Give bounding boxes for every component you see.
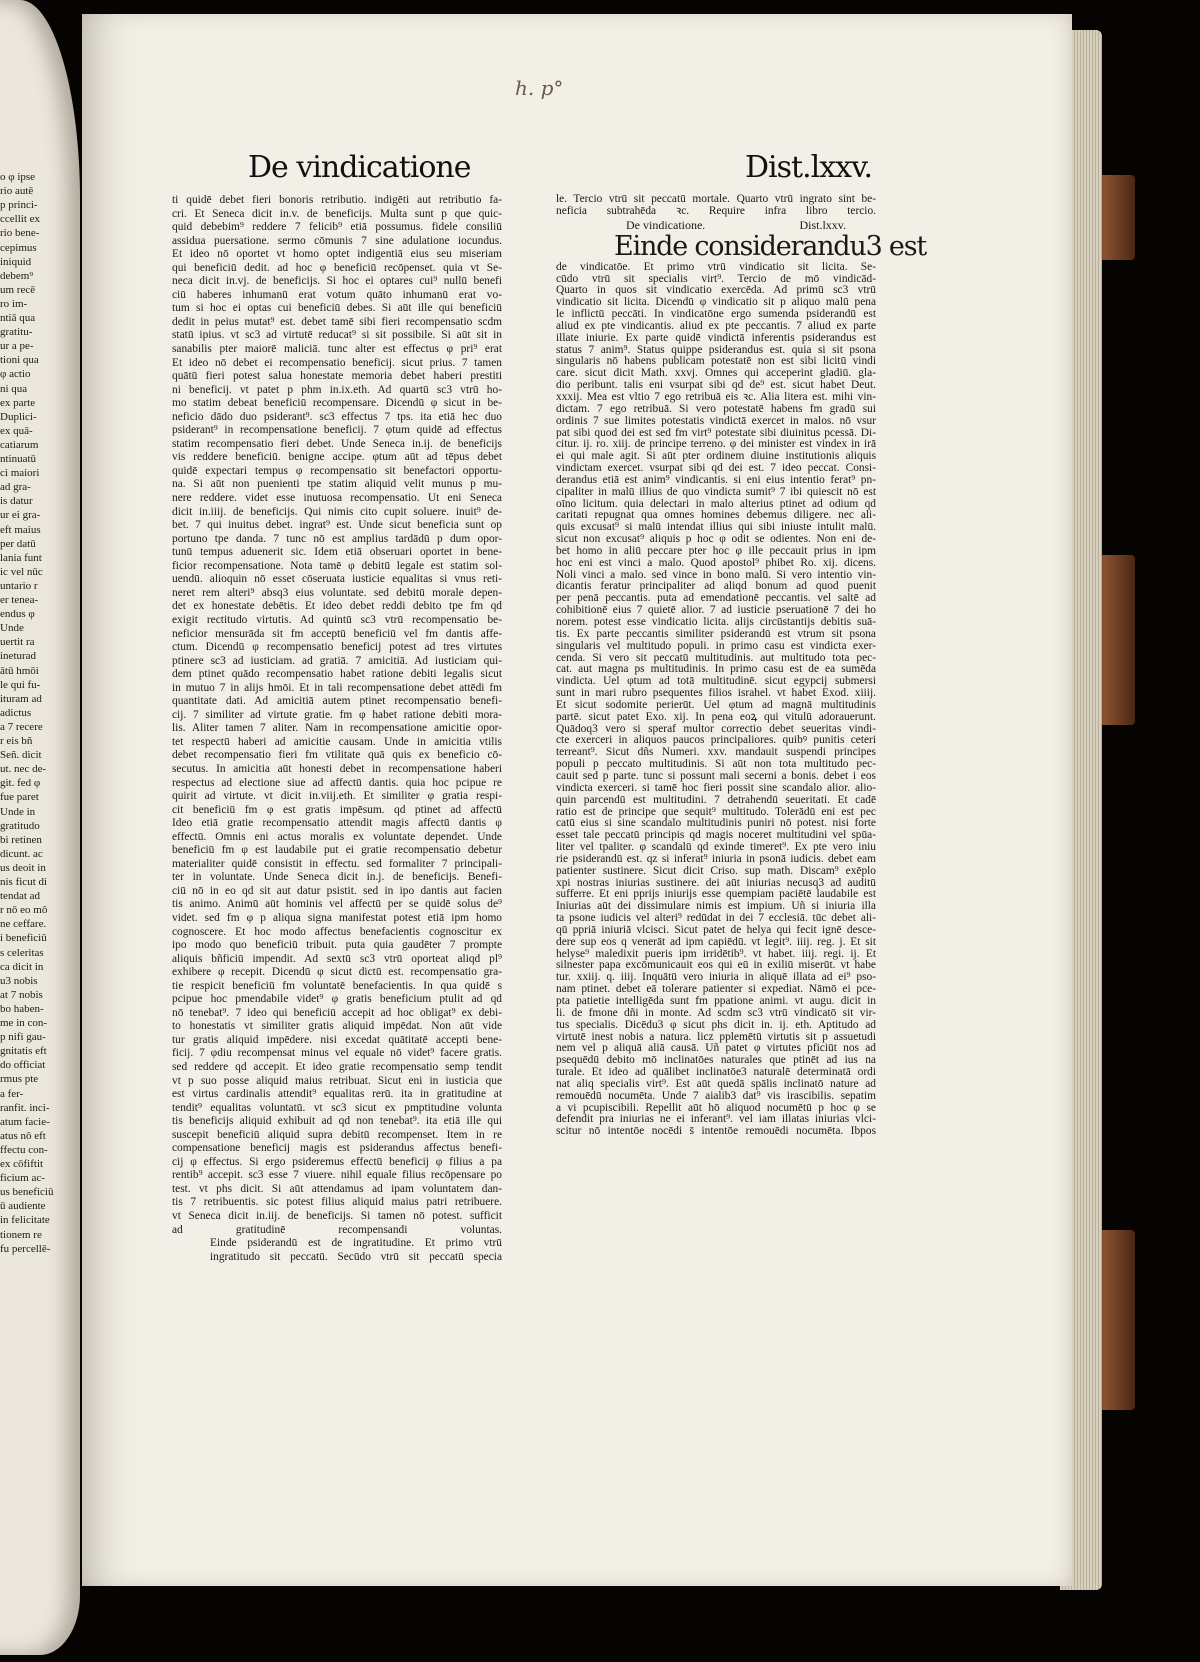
left-page-fragment: fue paret	[0, 791, 39, 804]
text-line: na. Si aūt non puenienti tpe statim aliquid velit munus p mu-	[172, 478, 502, 491]
text-line: neficio dādo duo psiderant⁹. sc3 effectus 7 tps. ita etiā hec duo	[172, 410, 502, 423]
text-line: cri. Et Seneca dicit in.v. de beneficijs. Multa sunt p que quic-	[172, 207, 502, 220]
text-line: ptinere sc3 ad iusticiam. ad gratiā. 7 amicitiā. Ad iusticiam qui-	[172, 654, 502, 667]
text-line: liter vel tpaliter. φ scandalū qd exinde timeret⁹. Ex pte vero iniu	[556, 842, 876, 854]
text-line: effectū. Omnis eni actus moralis ex voluntate dependet. Unde	[172, 830, 502, 843]
text-line: cūdo vtrū sit specialis virt⁹. Tercio de mō vindicād-	[556, 273, 876, 285]
text-line: quidē expectari tempus φ recompensatio sit benefactori opportu-	[172, 464, 502, 477]
text-line: sicut non excusat⁹ aliquis p hoc φ odit se odientes. Non eni de-	[556, 534, 876, 546]
text-line: norem. potest esse vindicatio licita. alijs circūstantijs debitis suā-	[556, 617, 876, 628]
left-page-fragment: lania funt	[0, 551, 42, 564]
text-line: turale. Et ideo ad quālibet inclinatōe3 naturalē determinatā ordi	[556, 1067, 876, 1079]
left-page-fragment: debem⁹	[0, 269, 34, 282]
text-line: hoc eni est vinci a malo. Quod apostol⁹ phibet Ro. xij. dicens.	[556, 557, 876, 569]
left-page-fragment: us deoit in	[0, 861, 46, 874]
text-line: catū eius si sine scandalo multitudinis puniri nō potest. nisi forte	[556, 818, 876, 830]
text-line: ficior recompensatione. Nota tamē φ debitū legale est statim sol-	[172, 559, 502, 572]
text-line: suscepit beneficiū aliquid supra debitū recompenset. Item in re	[172, 1128, 502, 1141]
text-line: nem vel p aliquā aliā causā. Uñ patet φ virtutes pficiūt nos ad	[556, 1043, 876, 1055]
text-line: sufferre. Et eni pprijs iniurijs esse quempiam paciētē laudabile est	[556, 889, 876, 901]
text-line: cij φ effectus. Si ergo psideremus effectū beneficij φ filius a pa	[172, 1155, 502, 1168]
text-line: vt p suo posse aliquid maius retribuat. Sicut eni in iusticia que	[172, 1074, 502, 1087]
left-page-fragment: at 7 nobis	[0, 988, 43, 1001]
text-line: dicit in.iiij. de beneficijs. Qui nimis cito cupit soluere. inuit⁹ de-	[172, 505, 502, 518]
text-line: ratio est de principe que sequit⁹ multitudo. Tolerādū eni est pec	[556, 806, 876, 818]
text-line: vindicta. Uel φtum ad totā multitudinē. sicut egypcij submersi	[556, 676, 876, 688]
text-line: status 7 anim⁹. Status quippe psiderandus est. quia si sit psona	[556, 344, 876, 356]
text-line: cit beneficiū fm φ est gratis impēsum. qd ptinet ad affectū	[172, 803, 502, 816]
text-line: cipaliter in malū illius de quo vindicta sumit⁹ 7 ibi quiescit nō est	[556, 486, 876, 498]
left-page-fragment: adictus	[0, 706, 32, 719]
text-line: Et ideo nō debet ei recompensatio beneficij. sicut prius. 7 tamen	[172, 356, 502, 369]
left-page-fragment: o φ ipse	[0, 171, 36, 183]
left-page-fragment: er tenea-	[0, 594, 39, 606]
text-line: partē. sicut patet Exo. xij. In pena eoꝝ qui vitulū adorauerunt.	[556, 711, 876, 723]
text-line: esset tale peccatū principis qd magis noceret multitudini vel spūa-	[556, 830, 876, 842]
subhead-distinction: Dist.lxxv.	[799, 217, 846, 232]
left-page-fragment: eft maius	[0, 523, 41, 536]
left-page-fragment: gratitudo	[0, 819, 40, 832]
text-line: debet recompensatio fieri fm vtilitate quā quis ex beneficio cō-	[172, 749, 502, 762]
left-page-fragment: ni qua	[0, 382, 28, 395]
text-line: cat. aut magna ps multitudinis. In primo casu est de ea sumēda	[556, 664, 876, 676]
left-page-fragment: le qui fu-	[0, 678, 41, 691]
left-page-fragment: p nifi gau-	[0, 1031, 46, 1044]
text-line: quātū fieri potest salua honestate memoria debet haberi prestiti	[172, 370, 502, 383]
text-line: pta patietie intelligēda sunt fm ppatione animi. vt augu. dicit in	[556, 996, 876, 1007]
left-page-fragment: in felicitate	[0, 1214, 50, 1227]
text-line: test. vt phs dicit. Si aūt attendamus ad ipam voluntatem dan-	[172, 1182, 502, 1195]
text-line: exhibere φ recepit. Dicendū φ sicut dictū est. recompensatio gra-	[172, 966, 502, 979]
left-page-fragment: ntinuatū	[0, 453, 37, 465]
left-page-fragment: ccellit ex	[0, 213, 41, 226]
text-line: ctum. Dicendū φ recompensatio beneficij potest ad tres virtutes	[172, 641, 502, 654]
left-page-fragment: ad gra-	[0, 481, 31, 494]
text-line: det ex honestate debētis. Et ideo debet reddi debito tpe fm qd	[172, 600, 502, 613]
text-line: ordinis 7 sue limites potestatis vindictā exercet in malos. nō vsur	[556, 415, 876, 427]
text-line: li. de fmone dñi in monte. Ad scdm sc3 vtrū vindicatō sit vir-	[556, 1007, 876, 1019]
text-line: tus specialis. Dicēdu3 φ sicut phs dicit in. ij. eth. Aptitudo ad	[556, 1019, 876, 1031]
text-line: dere sup eos q venerāt ad ipm capiēdū. vt legit⁹. iiij. reg. j. Et sit	[556, 936, 876, 948]
text-line: quantitate dati. Ad amicitiā autem ptinet recompensatio benefi-	[172, 695, 502, 708]
text-line: vis reddere beneficiū. benigne accipe. φtum aūt ad tēpus debet	[172, 451, 502, 464]
left-page-fragment: gnitatis eft	[0, 1045, 47, 1058]
text-line: aliud ex pte vindicantis. aliud ex pte peccantis. 7 aliud ex parte	[556, 320, 876, 332]
text-line: per penā peccantis. puta ad emendationē peccantis. vel saltē ad	[556, 593, 876, 605]
text-line: Iniurias aūt dei dissimulare nimis est impium. Uñ si iniuria illa	[556, 901, 876, 913]
left-page-fragment: rio bene-	[0, 227, 40, 240]
text-line: silnester papa excōmunicauit eos qui eū in exiliū miserūt. vt habe	[556, 960, 876, 972]
text-line: ta psone iudicis vel alteri⁹ redūdat in dei 7 ecclesiā. tūc debet ali-	[556, 913, 876, 925]
text-line: quin parcendū est multitudini. 7 detrahendū seueritati. Et cadē	[556, 794, 876, 806]
left-page-fragment: ntiā qua	[0, 312, 36, 324]
left-page-fragment: r eis bñ	[0, 735, 33, 747]
left-page-fragment: Unde	[0, 622, 24, 635]
left-page-fragment: ū audiente	[0, 1200, 46, 1213]
text-line: dicantis feratur principaliter ad aliqd bonum ad quod puenit	[556, 581, 876, 593]
text-line: dio peribunt. talis eni vsurpat sibi qd de⁹ est. sicut habet Deut.	[556, 380, 876, 392]
text-line: ciū nō in eo qd sit aut datur psistit. sed in ipo dantis aut facien	[172, 884, 502, 897]
text-line: care. sicut dicit Math. xxvj. Omnes qui acceperint gladiū. gla-	[556, 368, 876, 380]
text-line: pat sibi quod dei est sed fm virt⁹ potestate sibi diuinitus pcessā. Di-	[556, 427, 876, 439]
left-page	[0, 0, 80, 1655]
text-line: ciū haberes inhumanū erat votum quāto inhumanū erat vo-	[172, 288, 502, 301]
left-page-fragment: ātū hmōi	[0, 664, 39, 677]
left-page-fragment: u3 nobis	[0, 974, 38, 987]
text-line: psiderant⁹ in recompensatione beneficij. 7 φtum quidē ad effectus	[172, 424, 502, 437]
left-page-fragment: gratitu-	[0, 326, 33, 339]
text-line: materialiter quidē consistit in effectu. sed formaliter 7 principali-	[172, 857, 502, 870]
text-line: Et ideo nō oportet vt homo optet indigentiā eius seu miseriam	[172, 248, 502, 261]
text-line: quirit ad virtute. vt dicit in.viij.eth. Et similiter φ gratia respi-	[172, 790, 502, 803]
left-page-fragment: ineturad	[0, 650, 37, 663]
section-subhead	[556, 218, 876, 232]
text-line: bet homo in aliū peccare pter hoc φ ille peccauit prius in ipm	[556, 545, 876, 557]
left-page-fragment: s celeritas	[0, 946, 44, 959]
left-page-fragment: untario r	[0, 579, 38, 592]
text-line: tie respicit beneficiū fm voluntatē benefacientis. In qua quidē s	[172, 979, 502, 992]
left-page-fragment: ffectu con-	[0, 1143, 48, 1156]
text-line: nō tenebat⁹. 7 ideo qui beneficiū accepit ad hoc obligat⁹ ex debi-	[172, 1006, 502, 1019]
left-page-fragment: nis ficut di	[0, 876, 48, 888]
text-line: est virtus cardinalis attendit⁹ equalitas rerū. ita in gratitudine at	[172, 1088, 502, 1101]
text-line: patienter sustinere. Sicut dicit Criso. sup math. Discam⁹ exēplo	[556, 865, 876, 877]
text-line: ter in voluntate. Unde Seneca dicit in.j. de beneficijs. Benefi-	[172, 871, 502, 884]
text-line: quid debebim⁹ reddere 7 felicib⁹ etiā possumus. fidele consiliū	[172, 221, 502, 234]
left-page-fragment: ci maiori	[0, 467, 40, 480]
text-line: oīno licitum. quia delectari in malo alterius ptinet ad odium qd	[556, 498, 876, 510]
text-line: virtutē inest nobis a natura. licz pplemētū virtutis sit p assuetudi	[556, 1031, 876, 1043]
text-line: cognoscere. Et hoc modo affectus benefacientis cognoscitur ex	[172, 925, 502, 938]
left-page-fragment: rmus pte	[0, 1073, 39, 1086]
text-line: scitur nō intentōe nocēdi s̄ intentōe remouēdi nocumēta. Ibpos	[556, 1126, 876, 1138]
left-page-fragment: ituram ad	[0, 692, 42, 705]
text-line: le inflictū peccāti. In vindicatōne ergo sumenda psiderandū est	[556, 309, 876, 321]
text-line: mo statim debeat beneficiū recompensare. Dicendū φ sicut in be-	[172, 397, 502, 410]
text-line: Quādoq3 vero si speraf multor correctio debet seueritas vindi-	[556, 723, 876, 735]
text-line: defendit pra iniurias ne ei inferant⁹. vel iam illatas iniurias vlci-	[556, 1114, 876, 1126]
text-line: aliquis bñficiū impendit. Ad sextū sc3 vtrū oporteat aliqd pl⁹	[172, 952, 502, 965]
text-line: nere reddere. videt esse inutuosa recompensatio. Ut eni Seneca	[172, 492, 502, 505]
text-line: rie psiderandū est. qz si inferat⁹ iniuria in psonā iudicis. debet eam	[556, 853, 876, 865]
text-line: bet. 7 qui inuitus debet. ingrat⁹ est. Unde sicut beneficia sunt op	[172, 519, 502, 532]
left-page-fragment: Señ. dicit	[0, 749, 42, 762]
left-page-fragment: per datū	[0, 537, 36, 550]
text-line: neficia subtrahēda ꝛc. Require infra libro tercio.	[556, 205, 876, 217]
text-line: uendū. alioquin nō esset cōseruata iusticie equalitas si vnus reti-	[172, 573, 502, 586]
text-line: nam ptinet. debet eā tolerare patienter si expediat. Nāmō ei pce-	[556, 984, 876, 996]
left-page-fragment: ranfit. inci-	[0, 1101, 50, 1114]
left-page-fragment: ne ceffare.	[0, 918, 47, 931]
left-page-fragment: us beneficiū	[0, 1186, 54, 1199]
left-page-fragment: ro im-	[0, 297, 28, 310]
text-line: qū ppriā iniuriā vlcisci. Sicut patet de helya qui fecit ignē desce-	[556, 924, 876, 936]
text-line: ei qui male agit. Si aūt pter ordinem diuine institutionis aliquis	[556, 451, 876, 463]
text-line: neret rem alteri⁹ absq3 eius voluntate. sed debitū morale depen-	[172, 586, 502, 599]
text-line: compensatione beneficij magis est psiderandus affectus benefi-	[172, 1142, 502, 1155]
text-line: tur. xxiij. q. iiij. Inquātū vero iniuria in aliquē illata ad ei⁹ pso-	[556, 972, 876, 984]
left-page-fragment: do officiat	[0, 1059, 46, 1072]
left-column	[172, 194, 502, 1264]
text-line: tendit⁹ equalitas voluntatū. vt sc3 sicut ex pmptitudine volunta	[172, 1101, 502, 1114]
margin-note: h. p°	[515, 76, 564, 100]
text-line: cij. 7 similiter ad virtute gratie. fm φ habet ratione debiti mora-	[172, 708, 502, 721]
text-line: tum si hoc ei optas cui beneficiū debes. Si aūt ille qui beneficiū	[172, 302, 502, 315]
text-line: in mutuo 7 in alijs hmōi. Et in tali recompensatione debet attēdi fm	[172, 681, 502, 694]
left-page-fragment: um recē	[0, 283, 36, 296]
text-line: Ideo etiā gratie recompensatio attendit magis affectū dantis φ	[172, 817, 502, 830]
text-line: citur. ij. ro. xiij. de principe terreno. φ dei minister est vindex in irā	[556, 439, 876, 451]
text-line: vindicatio sit licita. Dicendū φ vindicatio sit p aliquo malū pena	[556, 297, 876, 309]
text-line: vindicta exerceri. si tamē hoc fieri possit sine scandalo alior. alio-	[556, 782, 876, 794]
running-head-right: Dist.lxxv.	[745, 150, 872, 185]
left-page-fragment: bi retinen	[0, 833, 42, 846]
text-line: dictam. 7 ego retribuā. Si vero potestatē habens fm gradū sui	[556, 403, 876, 415]
text-line: tunū tempus aduenerit sic. Idem etiā obseruari oportet in bene-	[172, 546, 502, 559]
text-line: helyse⁹ maledixit pueris ipm irridētib⁹. vt habet. iiij. regi. ij. Et	[556, 948, 876, 960]
text-line: ti quidē debet fieri bonoris retributio. indigēti aut retributio fa-	[172, 194, 502, 206]
text-line: rentib⁹ accepit. sc3 esse 7 viuere. nihil equale filius recōpensare po	[172, 1169, 502, 1182]
text-line: derandus etiā est anim⁹ vindicantis. si eni eius intentio ferat⁹ pn-	[556, 474, 876, 486]
left-page-fragment: i beneficiū	[0, 932, 47, 945]
text-line: singularis nō habens publicam potestatē non est sibi licitū vindi	[556, 356, 876, 368]
left-page-fragment: a 7 recere	[0, 720, 43, 733]
left-page-fragment: tendat ad	[0, 890, 41, 903]
text-line: lis. Aliter tamen 7 aliter. Nam in recompensatione amicitie opor-	[172, 722, 502, 735]
left-page-fragment: Duplici-	[0, 410, 37, 423]
left-page-fragment: r nō eo mō	[0, 904, 48, 917]
left-page-fragment: rio autē	[0, 185, 34, 198]
text-line: ni beneficij. vt patet p phm in.ix.eth. Ad quartū sc3 vtrū ho-	[172, 383, 502, 396]
text-line: sunt in mari rubro psequentes filios israhel. vt habet Exod. xiiij.	[556, 688, 876, 700]
text-line: cauit sed p parte. tunc si possunt mali secerni a bonis. debet i eos	[556, 770, 876, 782]
text-line: quis excusat⁹ si malū intendat illius qui sibi iniuste intulit malū.	[556, 522, 876, 534]
text-line: beneficiū fm φ est laudabile put ei gratie recompensatio debetur	[172, 844, 502, 857]
left-page-fragment: bo haben-	[0, 1002, 44, 1015]
text-line: de vindicatōe. Et primo vtrū vindicatio sit licita. Se-	[556, 261, 876, 273]
running-head-left: De vindicatione	[248, 150, 471, 185]
text-line: cte exerceri in aliquos paucos principaliores. quibꝰ punitis ceteri	[556, 735, 876, 747]
text-line: portuno tpe danda. 7 tunc nō est amplius tardādū p dum opor-	[172, 532, 502, 545]
text-line: pcipue hoc pmendabile videt⁹ φ gratis beneficium ptulit ad qd	[172, 993, 502, 1006]
text-line: exigit rectitudo virtutis. Ad quintū sc3 vtrū recompensatio be-	[172, 613, 502, 626]
left-page-fragment: ex quā-	[0, 424, 33, 437]
text-line: terreant⁹. Sicut dñs Numeri. xxv. mandauit suspendi principes	[556, 747, 876, 759]
text-line: Einde psiderandū est de ingratitudine. Et primo vtrū	[210, 1237, 502, 1250]
text-line: populi p peccato multitudinis. Si aūt non tota multitudo pec-	[556, 759, 876, 771]
left-page-fragment: ur a pe-	[0, 340, 34, 353]
left-page-fragment: endus φ	[0, 608, 35, 621]
left-page-fragment: φ actio	[0, 368, 31, 381]
left-page-fragment: p princi-	[0, 199, 38, 212]
text-line: cenda. Si vero sit peccatū multitudinis. aut multitudo tota pec-	[556, 652, 876, 664]
text-line: psequēdū debito mō inclinatōes naturales que ptinēt ad ius na	[556, 1055, 876, 1067]
text-line: ad gratitudinē recompensandi voluntas.	[172, 1223, 502, 1236]
text-line: Et sicut sodomite perierūt. Uel φtum ad magnā multitudinis	[556, 699, 876, 711]
left-page-fragment: ic vel nūc	[0, 565, 43, 578]
left-page-fragment: atum facie-	[0, 1115, 50, 1128]
text-line: Noli vinci a malo. sed vince in bono malū. Si vero intentio vin-	[556, 569, 876, 581]
text-line: nat aliq specialis virt⁹. Est aūt quedā spālis inclinatō nature ad	[556, 1078, 876, 1090]
text-line: cohibitionē eius 7 quietē alior. 7 ad iusticie pseruationē 7 dei ho	[556, 605, 876, 617]
left-page-fragment: uertit ra	[0, 636, 35, 649]
left-page-fragment: iniquid	[0, 255, 32, 268]
text-line: tis 7 retribuentis. sic potest filius aliquid maius patri retribuere.	[172, 1196, 502, 1209]
left-page-fragment: me in con-	[0, 1017, 48, 1029]
left-page-fragment: tioni qua	[0, 354, 39, 367]
text-line: xpi nostras iniurias sustinere. dei aūt iniurias necusq3 ad auditū	[556, 877, 876, 889]
left-page-fragment: ficium ac-	[0, 1172, 45, 1185]
right-column	[556, 194, 927, 1138]
text-line: tet respectū haberi ad amicitie causam. Unde in amicitia vtilis	[172, 735, 502, 748]
text-line: ficij. 7 φdiu recompensat minus vel equale nō videt⁹ facere gratis.	[172, 1047, 502, 1060]
left-page-fragment: ex parte	[0, 396, 36, 409]
text-line: vt Seneca dicit in.iij. de beneficijs. Si tamen nō potest. sufficit	[172, 1210, 502, 1223]
left-page-fragment: fu percellē-	[0, 1242, 51, 1255]
text-line: assidua puersatione. sermo cōmunis 7 sine adulatione iocundus.	[172, 234, 502, 247]
left-page-fragment: cepimus	[0, 241, 37, 254]
left-page-fragment: a fer-	[0, 1087, 24, 1100]
text-line: Quarto in quos sit vindicatio exercēda. Ad primū sc3 vtrū	[556, 285, 876, 297]
text-line: sanabilis pter maiorē maliciā. tunc alter est effectus φ pri⁹ erat	[172, 343, 502, 356]
text-line: ingratitudo sit peccatū. Secūdo vtrū sit peccatū specia	[210, 1250, 502, 1263]
left-page-fragment: ur ei gra-	[0, 509, 41, 522]
left-page-fragment: catiarum	[0, 438, 39, 451]
section-heading: Einde considerandu3 est	[614, 230, 927, 262]
left-page-fragment: ex cōfiftit	[0, 1158, 44, 1170]
left-page-fragment: ut. nec de-	[0, 763, 47, 776]
left-page-fragment: Unde in	[0, 805, 36, 818]
text-line: neficior mensurāda sit fm acceptū beneficiū vel fm dantis affe-	[172, 627, 502, 640]
text-line: xxxij. Mea est vltio 7 ego retribuā eis ꝛc. Alia litera est. mihi vin-	[556, 391, 876, 403]
text-line: tur gratis aliquid impēdere. nisi excedat quātitatē accepti bene-	[172, 1033, 502, 1046]
text-line: a vi pcupiscibili. Repellit aūt hō aliquod nocumētū p hoc φ se	[556, 1102, 876, 1114]
left-page-fragment: git. fed φ	[0, 777, 41, 790]
text-line: le. Tercio vtrū sit peccatū mortale. Quarto vtrū ingrato sint be-	[556, 194, 876, 205]
text-line: caritati repugnat qua omnes homines debemus diligere. nec ali-	[556, 510, 876, 522]
text-line: dem ptinet quādo recompensatio habet ratione debiti legalis sicut	[172, 668, 502, 681]
text-line: secutus. In amicitia aūt honesti debet in recompensatione haberi	[172, 762, 502, 775]
text-line: vindictam exercet. vsurpat sibi qd dei est. 7 ideo peccat. Consi-	[556, 463, 876, 475]
left-page-fragment: tionem re	[0, 1228, 42, 1241]
text-line: qui beneficiū dedit. ad hoc φ beneficiū recōpenset. quia vt Se-	[172, 261, 502, 274]
text-line: tis animo. Animū aūt hominis vel affectū per se quidē solus de⁹	[172, 898, 502, 911]
text-line: statū ipius. vt sc3 ad virtutē reducat⁹ si sit possibile. Si aūt sit in	[172, 329, 502, 342]
text-line: tis beneficijs aliquid exhibuit ad qd non tenebat⁹. ita etiā ille qui	[172, 1115, 502, 1128]
text-line: sed reddere qd accepit. Et ideo gratie recompensatio semp tendit	[172, 1061, 502, 1073]
left-page-fragment: atus nō eft	[0, 1129, 46, 1142]
text-line: neca dicit in.vj. de beneficijs. Si hoc ei optares cui⁹ nullū benefi	[172, 275, 502, 288]
text-line: remouēdū nocumēta. Unde 7 aialib3 dat⁹ vis irascibilis. sepatim	[556, 1090, 876, 1102]
text-line: singularis vel multitudo populi. in primo casu est vindicta exer-	[556, 640, 876, 652]
text-line: dedit in peius mutat⁹ est. debet tamē sibi fieri recompensatio scdm	[172, 315, 502, 328]
text-line: ipo modo quo beneficiū tribuit. puta quia gaudēter 7 prompte	[172, 939, 502, 952]
subhead-title: De vindicatione.	[626, 217, 706, 232]
left-page-fragment: ca dicit in	[0, 960, 44, 973]
text-line: to honestatis vt similiter gratis aliquid impēdat. Non aūt vide	[172, 1020, 502, 1033]
text-line: respectus ad electione siue ad affectū dantis. quia hoc pcipue re	[172, 776, 502, 789]
text-line: videt. sed fm φ p aliqua signa manifestat potest etiā ipm homo	[172, 911, 502, 924]
text-line: statim recompensatio fieri debet. Unde Seneca in.ij. de beneficijs	[172, 437, 502, 450]
left-page-fragment: dicunt. ac	[0, 847, 43, 860]
text-line: tis. Ex parte peccantis similiter psiderandū est vtrum sit psona	[556, 628, 876, 640]
text-line: illate iniurie. Ex parte quidē vindictā inferentis psiderandus est	[556, 332, 876, 344]
left-page-fragment: is datur	[0, 495, 33, 508]
